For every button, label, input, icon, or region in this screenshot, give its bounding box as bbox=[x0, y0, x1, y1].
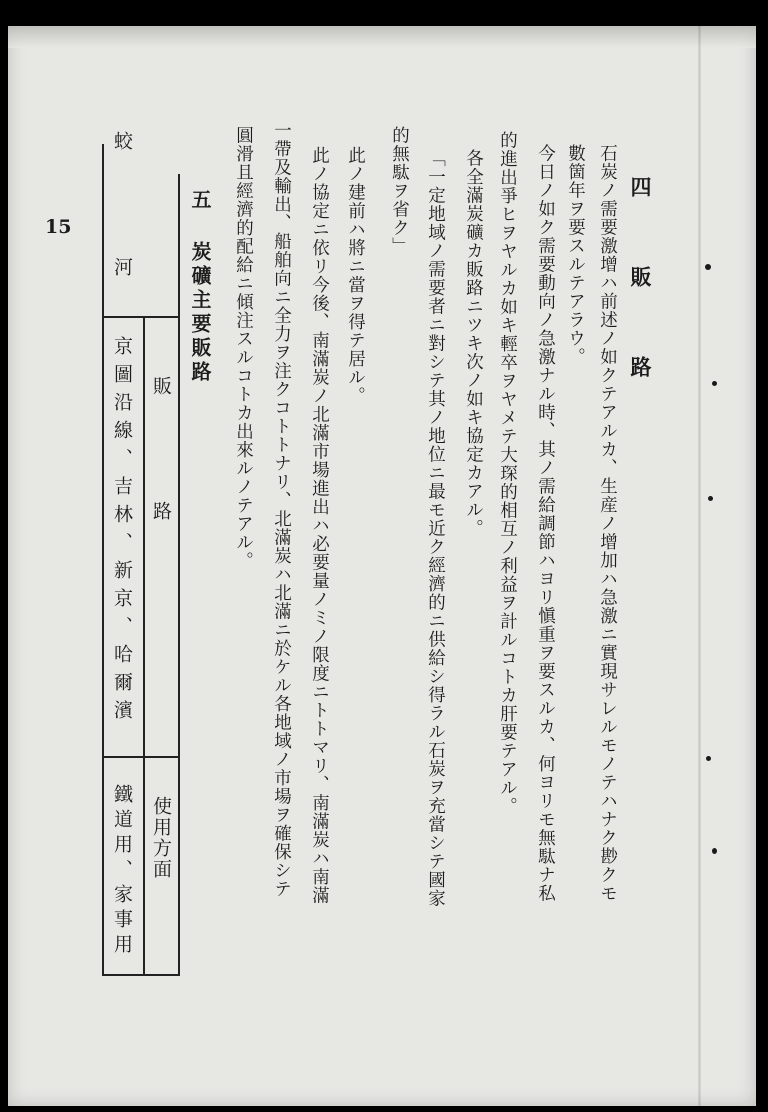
body-column-5: 各全滿炭礦カ販路ニツキ次ノ如キ協定カアル。 bbox=[463, 149, 484, 538]
table-border-bottom bbox=[102, 974, 180, 976]
table-border-left bbox=[102, 144, 104, 976]
body-column-10: 一帶及輸出、船舶向ニ全力ヲ注クコトトナリ、北滿炭ハ北滿ニ於ケル各地域ノ市場ヲ確保シテ bbox=[271, 121, 292, 898]
body-column-3: 今日ノ如ク需要動向ノ急激ナル時、其ノ需給調節ハヨリ愼重ヲ要スルカ、何ヨリモ無駄ナ私 bbox=[535, 144, 556, 903]
page-number: 15 bbox=[45, 216, 72, 238]
section-title: 四 販 路 bbox=[628, 176, 653, 399]
page-fold-line bbox=[698, 26, 701, 1106]
table-header-usage: 使用方面 bbox=[150, 796, 172, 880]
table-divider-usage bbox=[102, 756, 180, 758]
ink-speck bbox=[705, 264, 711, 270]
body-column-8: 此ノ建前ハ將ニ當ヲ得テ居ル。 bbox=[345, 146, 366, 405]
body-column-11: 圓滑且經濟的配給ニ傾注スルコトカ出來ルノテアル。 bbox=[233, 126, 254, 570]
ink-speck bbox=[708, 496, 713, 501]
ink-speck bbox=[712, 381, 717, 386]
body-column-2: 數箇年ヲ要スルテアラウ。 bbox=[565, 144, 586, 366]
subsection-title: 五 炭礦主要販路 bbox=[188, 189, 212, 385]
table-cell-usage: 鐵道用、家事用 bbox=[111, 784, 133, 959]
body-column-7: 的無駄ヲ省ク」 bbox=[389, 126, 410, 256]
body-column-9: 此ノ協定ニ依リ今後、南滿炭ノ北滿市場進出ハ必要量ノミノ限度ニトトマリ、南滿炭ハ南滿 bbox=[309, 146, 330, 905]
table-header-route: 販 路 bbox=[150, 376, 172, 526]
body-column-6: 「一定地域ノ需要者ニ對シテ其ノ地位ニ最モ近ク經濟的ニ供給シ得ラル石炭ヲ充當シテ國家 bbox=[425, 149, 446, 908]
ink-speck bbox=[706, 756, 711, 761]
ink-speck bbox=[712, 848, 717, 854]
document-page bbox=[8, 26, 756, 1106]
body-column-1: 石炭ノ需要激增ハ前述ノ如クテアルカ、生産ノ增加ハ急激ニ實現サレルモノテハナク尠クモ bbox=[597, 144, 618, 903]
table-cell-mine: 蛟 河 bbox=[111, 131, 133, 320]
body-column-4: 的進出爭ヒヲヤルカ如キ輕卒ヲヤメテ大琛的相互ノ利益ヲ計ルコトカ肝要テアル。 bbox=[497, 131, 518, 816]
table-border-right bbox=[178, 174, 180, 974]
page-edge-shadow bbox=[8, 26, 756, 48]
table-cell-route: 京圖沿線、吉林、新京、哈爾濱 bbox=[111, 336, 133, 728]
table-header-rule bbox=[143, 318, 145, 974]
